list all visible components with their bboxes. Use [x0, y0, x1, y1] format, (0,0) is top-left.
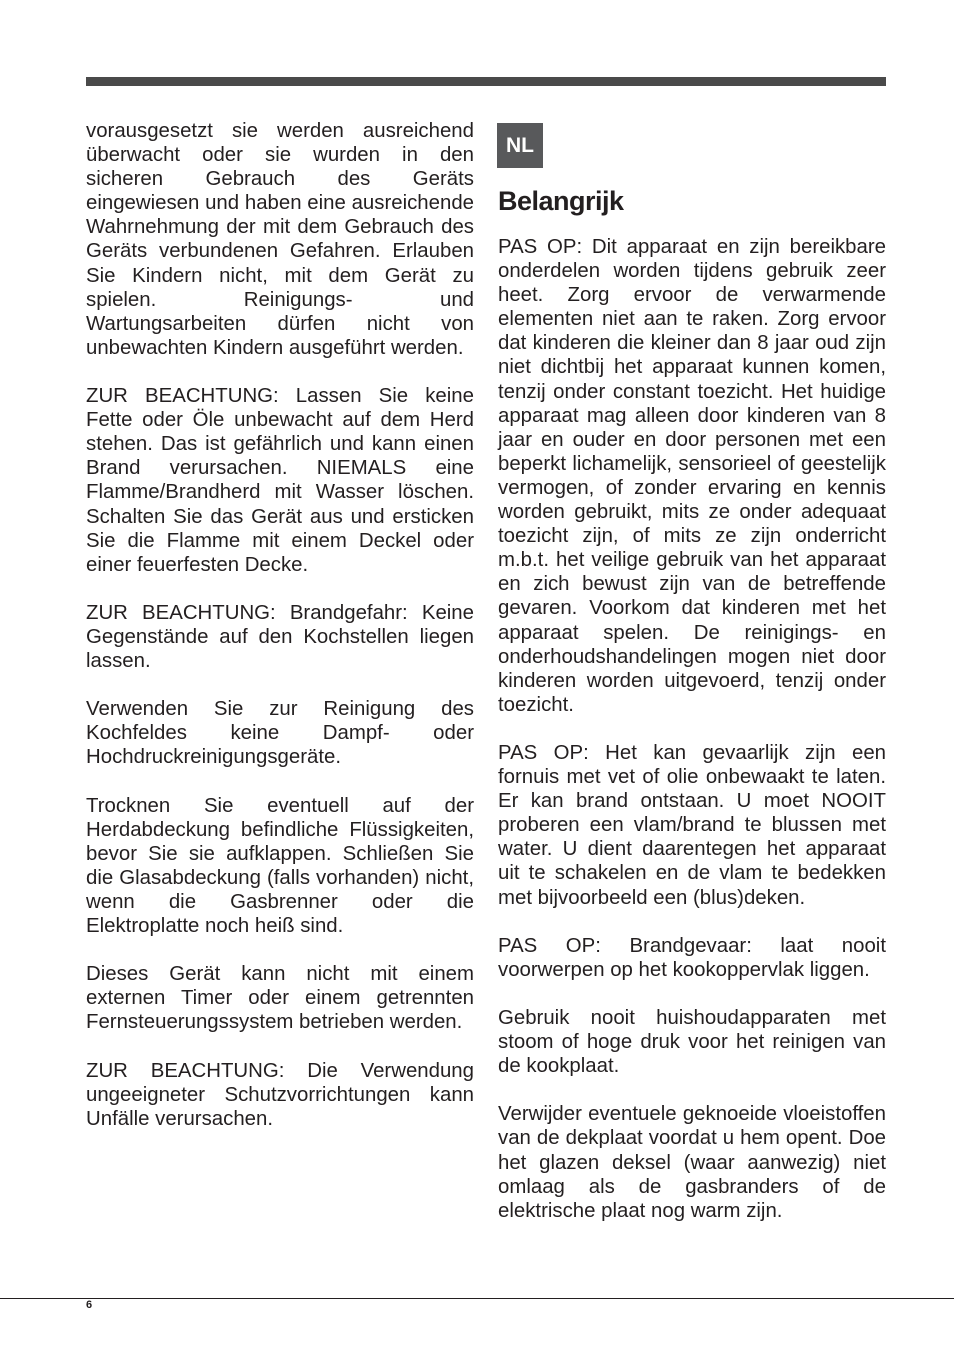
- page-number: 6: [86, 1299, 93, 1311]
- paragraph: Verwijder eventuele geknoeide vloeistoffen van de dekplaat voordat u hem opent. Doe het glazen deksel (waar aanwezig) niet omlaag als de gasbranders of de elektrische plaat nog warm zijn.: [498, 1103, 886, 1222]
- paragraph: Gebruik nooit huishoudapparaten met stoom of hoge druk voor het reinigen van de kookplaat.: [498, 1007, 886, 1078]
- paragraph: ZUR BEACHTUNG: Lassen Sie keine Fette oder Öle unbewacht auf dem Herd stehen. Das ist gefährlich und kann einen Brand verursachen. NIEMALS eine Flamme/Brandherd mit Wasser löschen. Schalten Sie das Gerät aus und ersticken Sie die Flamme mit einem Deckel oder einer feuerfesten Decke.: [86, 385, 474, 576]
- paragraph: PAS OP: Het kan gevaarlijk zijn een fornuis met vet of olie onbewaakt te laten. Er kan brand ontstaan. U moet NOOIT proberen een vlam/brand te blussen met water. U dient daarentegen het apparaat uit te schakelen en de vlam te bedekken met bijvoorbeeld een (blus)deken.: [498, 741, 886, 909]
- left-column-german: [86, 119, 474, 1155]
- paragraph: PAS OP: Brandgevaar: laat nooit voorwerpen op het kookoppervlak liggen.: [498, 934, 886, 981]
- section-heading: Belangrijk: [498, 186, 624, 216]
- header-rule: [86, 77, 886, 86]
- language-badge: NL: [497, 123, 543, 168]
- paragraph: Trocknen Sie eventuell auf der Herdabdeckung befindliche Flüssigkeiten, bevor Sie sie aufklappen. Schließen Sie die Glasabdeckung (falls vorhanden) nicht, wenn die Gasbrenner oder die Elektroplatte noch heiß sind.: [86, 794, 474, 938]
- paragraph: vorausgesetzt sie werden ausreichend überwacht oder sie wurden in den sicheren Gebrauch des Geräts eingewiesen und haben eine ausreichende Wahrnehmung der mit dem Gebrauch des Geräts verbundenen Gefahren. Erlauben Sie Kindern nicht, mit dem Gerät zu spielen. Reinigungs- und Wartungsarbeiten dürfen nicht von unbewachten Kindern ausgeführt werden.: [86, 120, 474, 359]
- paragraph: ZUR BEACHTUNG: Die Verwendung ungeeigneter Schutzvorrichtungen kann Unfälle verursachen.: [86, 1059, 474, 1130]
- right-column-dutch: [498, 235, 886, 1247]
- footer-rule: [0, 1298, 954, 1299]
- paragraph: ZUR BEACHTUNG: Brandgefahr: Keine Gegenstände auf den Kochstellen liegen lassen.: [86, 601, 474, 673]
- paragraph: Verwenden Sie zur Reinigung des Kochfeldes keine Dampf- oder Hochdruckreinigungsgeräte.: [86, 698, 474, 769]
- paragraph: PAS OP: Dit apparaat en zijn bereikbare onderdelen worden tijdens gebruik zeer heet. Zorg ervoor de verwarmende elementen niet aan te raken. Zorg ervoor dat kinderen die kleiner dan 8 jaar oud zijn niet dichtbij het apparaat kunnen komen, tenzij onder constant toezicht. Het huidige apparaat mag alleen door kinderen van 8 jaar en ouder en door personen met een beperkt lichamelijk, sensorieel of geestelijk vermogen, of zonder ervaring en kennis worden gebruikt, mits ze onder adequaat toezicht zijn, of mits ze zijn onderricht m.b.t. het veilige gebruik van het apparaat en zich bewust zijn van de betreffende gevaren. Voorkom dat kinderen met het apparaat spelen. De reinigings- en onderhoudshandelingen mogen niet door kinderen worden uitgevoerd, tenzij onder toezicht.: [498, 236, 886, 716]
- paragraph: Dieses Gerät kann nicht mit einem externen Timer oder einem getrennten Fernsteuerungssystem betrieben werden.: [86, 963, 474, 1034]
